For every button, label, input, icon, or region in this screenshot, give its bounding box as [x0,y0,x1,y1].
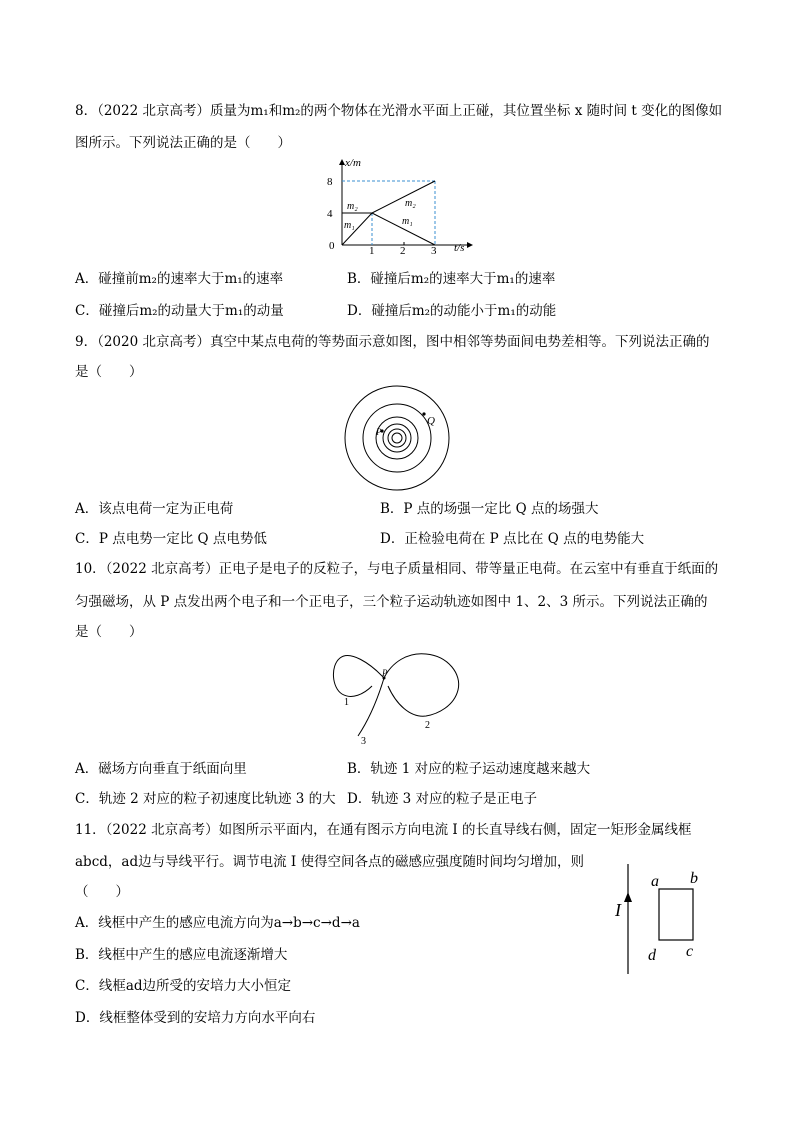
q11-current-arrow [624,892,632,902]
q8-m2-after [372,181,435,213]
q10-track-2 [384,654,459,716]
q8-x-tick-1: 1 [369,245,375,254]
q11-loop-abcd [659,889,693,940]
q8-stem-line2: 图所示。下列说法正确的是（ ） [75,135,291,151]
q11-option-b[interactable]: B．线框中产生的感应电流逐渐增大 [75,947,288,963]
q9-label-p: P [376,427,382,437]
q8-label-m2-right: m₂ [405,198,416,209]
q8-option-b[interactable]: B．碰撞后m₂的速率大于m₁的速率 [347,271,556,287]
q10-label-1: 1 [344,697,349,708]
q10-option-d[interactable]: D．轨迹 3 对应的粒子是正电子 [347,791,537,807]
q8-label-m2-left: m₂ [347,201,358,212]
q10-option-a[interactable]: A．磁场方向垂直于纸面向里 [75,761,247,777]
q11-wire-loop-figure [610,862,720,978]
q8-x-axis-label: t/s [454,242,465,254]
q10-option-b[interactable]: B．轨迹 1 对应的粒子运动速度越来越大 [347,761,591,777]
q10-stem-line1: 10．（2022 北京高考）正电子是电子的反粒子，与电子质量相同、带等量正电荷。在云室中有垂直于纸面的 [75,561,719,577]
q8-option-c[interactable]: C．碰撞后m₂的动量大于m₁的动量 [75,303,284,319]
q10-stem-line2: 匀强磁场，从 P 点发出两个电子和一个正电子，三个粒子运动轨迹如图中 1、2、3 所示。下列说法正确的 [75,594,708,610]
q8-label-m1-right: m₁ [402,216,413,227]
q8-y-tick-4: 4 [327,208,333,220]
q8-y-tick-8: 8 [327,176,333,188]
q9-label-q: Q [427,415,435,427]
q11-label-b: b [690,870,698,887]
q10-track-1 [333,656,384,697]
q11-label-d: d [648,947,656,964]
q11-label-a: a [651,873,659,890]
q9-option-b[interactable]: B．P 点的场强一定比 Q 点的场强大 [380,501,599,517]
q8-label-m1-left: m₁ [344,220,355,231]
q9-option-c[interactable]: C．P 点电势一定比 Q 点电势低 [75,531,267,547]
q9-stem-line2: 是（ ） [75,364,143,380]
q11-stem-line1: 11．（2022 北京高考）如图所示平面内，在通有图示方向电流 I 的长直导线右侧，固定一矩形金属线框 [75,822,692,838]
q10-stem-line3: 是（ ） [75,624,143,640]
q10-option-c[interactable]: C．轨迹 2 对应的粒子初速度比轨迹 3 的大 [75,791,336,807]
q8-y-tick-0: 0 [329,240,335,252]
q10-label-3: 3 [361,736,366,747]
q11-option-d[interactable]: D．线框整体受到的安培力方向水平向右 [75,1010,316,1026]
q11-label-c: c [686,943,694,960]
q9-equipotential-figure [338,384,462,494]
q9-option-d[interactable]: D．正检验电荷在 P 点比在 Q 点的电势能大 [380,531,645,547]
q11-option-a[interactable]: A．线框中产生的感应电流方向为a→b→c→d→a [75,915,360,931]
q8-option-d[interactable]: D．碰撞后m₂的动能小于m₁的动能 [347,303,557,319]
q10-track-figure [330,648,470,748]
q9-option-a[interactable]: A．该点电荷一定为正电荷 [75,501,234,517]
q11-option-c[interactable]: C．线框ad边所受的安培力大小恒定 [75,978,292,994]
q8-option-a[interactable]: A．碰撞前m₂的速率大于m₁的速率 [75,271,284,287]
q8-stem-line1: 8．（2022 北京高考）质量为m₁和m₂的两个物体在光滑水平面上正碰，其位置坐标 x 随时间 t 变化的图像如 [75,103,723,119]
q9-point-q [422,412,425,415]
q10-label-2: 2 [425,720,430,731]
q8-x-tick-2: 2 [400,245,406,254]
q8-x-tick-3: 3 [431,245,437,254]
q11-stem-line2: abcd，ad边与导线平行。调节电流 I 使得空间各点的磁感应强度随时间均匀增加，则 [75,854,584,870]
q8-y-axis-label: x/m [345,157,361,169]
q8-position-time-graph [322,156,482,254]
q11-label-i: I [615,900,621,920]
q10-label-p: P [382,668,388,678]
q11-stem-line3: （ ） [75,884,129,900]
q9-stem-line1: 9．（2020 北京高考）真空中某点电荷的等势面示意如图，图中相邻等势面间电势差相等。下列说法正确的 [75,334,710,350]
